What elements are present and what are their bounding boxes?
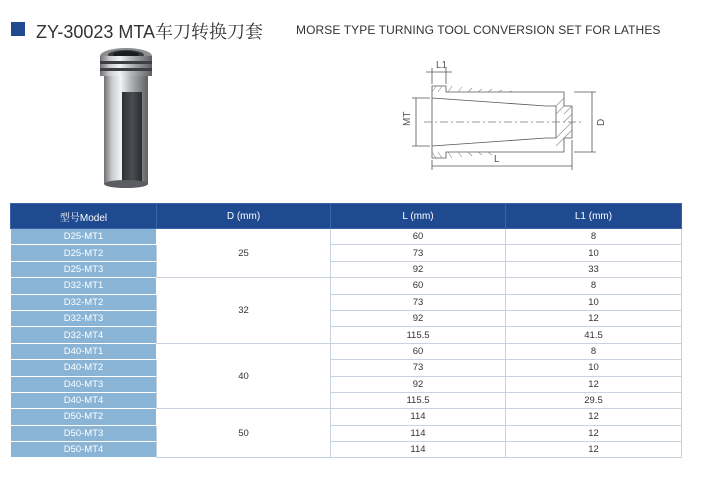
table-row xyxy=(11,409,682,425)
model-cell: D32-MT3 xyxy=(11,310,157,326)
l-cell: 73 xyxy=(331,294,506,310)
table-row xyxy=(11,327,682,343)
model-cell: D25-MT3 xyxy=(11,261,157,277)
l1-cell: 8 xyxy=(506,278,682,294)
l-cell: 92 xyxy=(331,310,506,326)
l1-cell: 12 xyxy=(506,442,682,458)
l-cell: 115.5 xyxy=(331,392,506,408)
label-l: L xyxy=(494,154,500,165)
d-cell: 32 xyxy=(157,278,331,344)
l-cell: 114 xyxy=(331,442,506,458)
l1-cell: 29.5 xyxy=(506,392,682,408)
model-cell: D32-MT2 xyxy=(11,294,157,310)
l-cell: 114 xyxy=(331,425,506,441)
table-row xyxy=(11,229,682,245)
table-header-row xyxy=(11,204,682,229)
technical-drawing xyxy=(396,56,608,172)
l-cell: 114 xyxy=(331,409,506,425)
l1-cell: 8 xyxy=(506,229,682,245)
table-row xyxy=(11,425,682,441)
label-d: D xyxy=(596,118,607,126)
table-row xyxy=(11,294,682,310)
l1-cell: 12 xyxy=(506,409,682,425)
l1-cell: 12 xyxy=(506,376,682,392)
model-cell: D50-MT2 xyxy=(11,409,157,425)
model-cell: D50-MT3 xyxy=(11,425,157,441)
page-title: ZY-30023 MTA车刀转换刀套 xyxy=(36,22,264,42)
l1-cell: 10 xyxy=(506,294,682,310)
label-l1: L1 xyxy=(436,60,448,71)
table-row xyxy=(11,310,682,326)
model-cell: D40-MT3 xyxy=(11,376,157,392)
table-row xyxy=(11,278,682,294)
l-cell: 60 xyxy=(331,229,506,245)
l1-cell: 10 xyxy=(506,245,682,261)
model-cell: D40-MT2 xyxy=(11,360,157,376)
header-l1: L1 (mm) xyxy=(506,204,682,229)
d-cell: 50 xyxy=(157,409,331,458)
table-row xyxy=(11,360,682,376)
header-model: 型号Model xyxy=(11,204,157,229)
spec-table xyxy=(10,203,682,458)
model-cell: D25-MT1 xyxy=(11,229,157,245)
table-body xyxy=(11,229,682,458)
l1-cell: 10 xyxy=(506,360,682,376)
header-square-icon xyxy=(11,22,25,36)
model-cell: D50-MT4 xyxy=(11,442,157,458)
table-row xyxy=(11,442,682,458)
header-l: L (mm) xyxy=(331,204,506,229)
model-cell: D40-MT4 xyxy=(11,392,157,408)
l-cell: 60 xyxy=(331,278,506,294)
l-cell: 73 xyxy=(331,360,506,376)
table-row xyxy=(11,261,682,277)
model-cell: D40-MT1 xyxy=(11,343,157,359)
l1-cell: 12 xyxy=(506,425,682,441)
table-row xyxy=(11,376,682,392)
l-cell: 115.5 xyxy=(331,327,506,343)
page-subtitle: MORSE TYPE TURNING TOOL CONVERSION SET FOR LATHES xyxy=(296,23,661,37)
d-cell: 25 xyxy=(157,229,331,278)
l1-cell: 8 xyxy=(506,343,682,359)
label-mt: MT xyxy=(402,111,413,126)
model-cell: D32-MT4 xyxy=(11,327,157,343)
tool-holder-image xyxy=(94,44,158,192)
l1-cell: 33 xyxy=(506,261,682,277)
l1-cell: 41.5 xyxy=(506,327,682,343)
l-cell: 92 xyxy=(331,261,506,277)
l-cell: 92 xyxy=(331,376,506,392)
model-cell: D32-MT1 xyxy=(11,278,157,294)
model-cell: D25-MT2 xyxy=(11,245,157,261)
table-row xyxy=(11,245,682,261)
l1-cell: 12 xyxy=(506,310,682,326)
table-row xyxy=(11,343,682,359)
l-cell: 60 xyxy=(331,343,506,359)
d-cell: 40 xyxy=(157,343,331,409)
table-row xyxy=(11,392,682,408)
header-d: D (mm) xyxy=(157,204,331,229)
l-cell: 73 xyxy=(331,245,506,261)
